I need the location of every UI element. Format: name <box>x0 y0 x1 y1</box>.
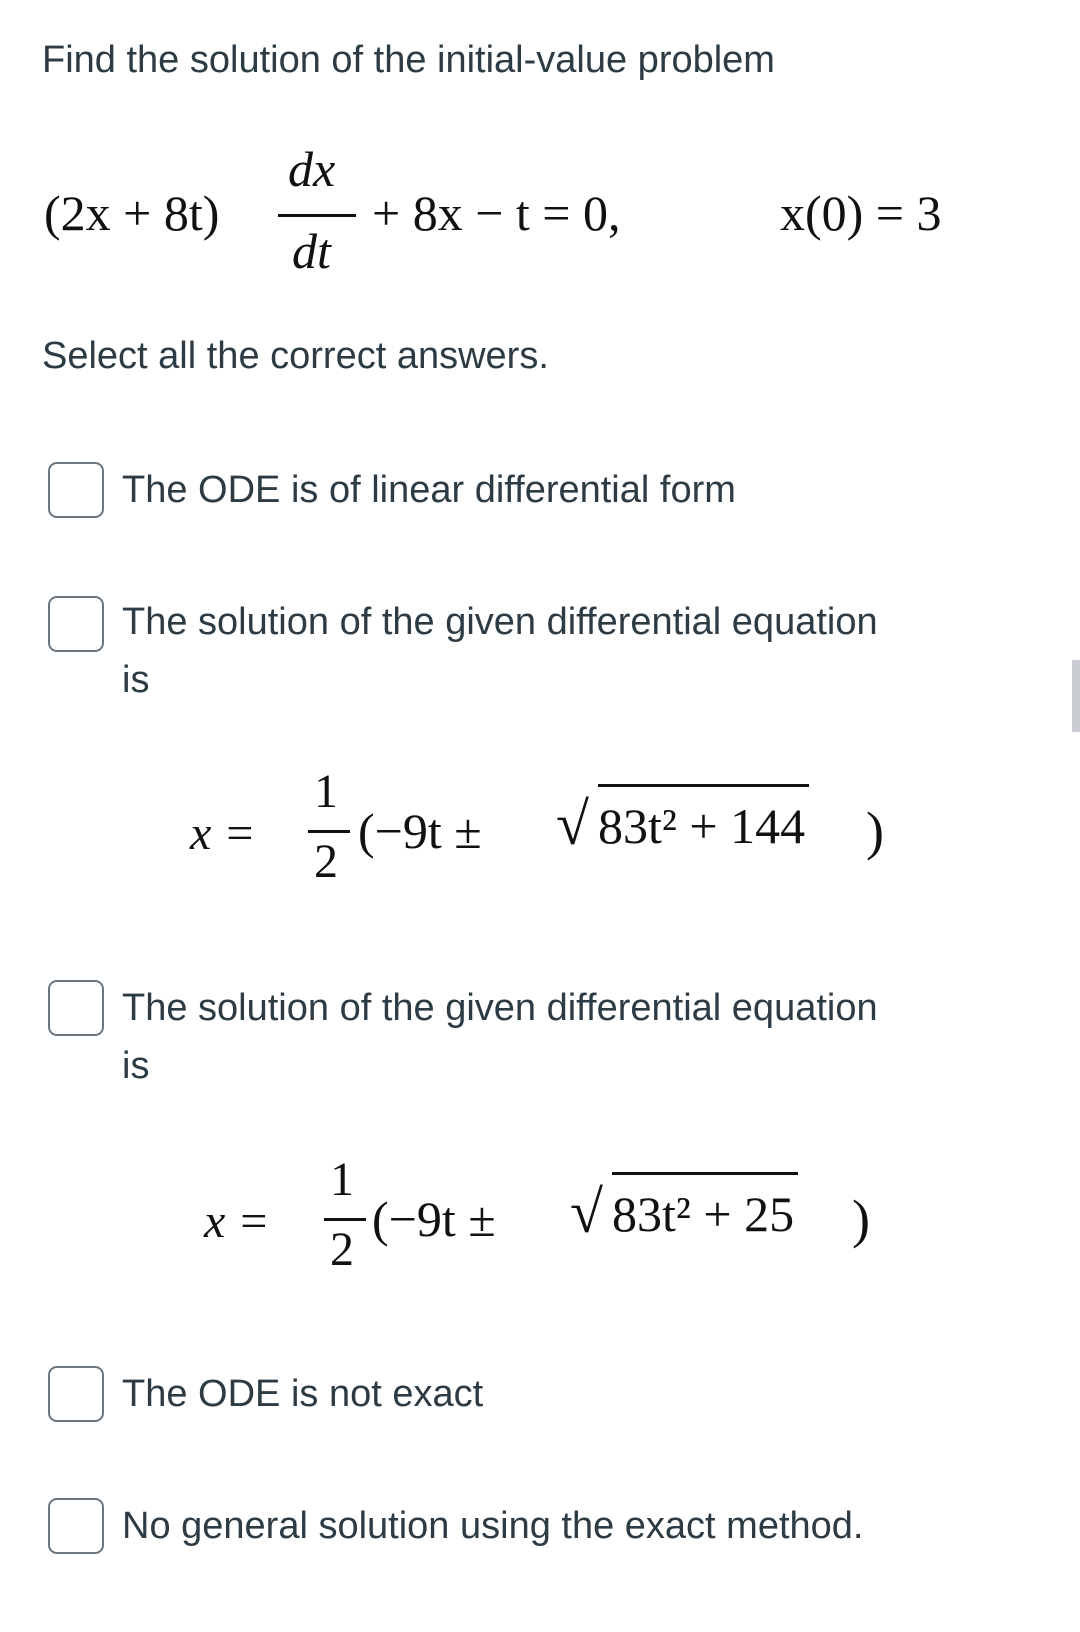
question-prompt: Find the solution of the initial-value problem <box>42 39 775 81</box>
formula-before-root: (−9t ± <box>358 803 482 859</box>
option-label-continuation[interactable]: is <box>122 1045 150 1087</box>
instruction-text: Select all the correct answers. <box>42 335 549 377</box>
formula-lhs-text: x = <box>190 807 256 860</box>
sqrt-sign: √ <box>556 791 589 857</box>
formula-before-root: (−9t ± <box>372 1191 496 1247</box>
equation-lhs-prefix: (2x + 8t) <box>44 185 220 241</box>
formula-fraction-numerator: 1 <box>330 1153 354 1206</box>
option-label[interactable]: The solution of the given differential equation <box>122 601 878 643</box>
formula-fraction-numerator: 1 <box>314 765 338 818</box>
derivative-numerator: dx <box>288 141 336 197</box>
equation-lhs-suffix: + 8x − t = 0, <box>372 185 621 241</box>
option-checkbox[interactable] <box>48 1366 104 1422</box>
option-checkbox[interactable] <box>48 462 104 518</box>
formula-lhs <box>190 806 256 861</box>
formula-lhs <box>204 1194 270 1249</box>
sqrt-sign: √ <box>570 1179 603 1245</box>
formula-lhs-text: x = <box>204 1195 270 1248</box>
option-label-continuation[interactable]: is <box>122 659 150 701</box>
formula-radicand: 83t² + 25 <box>612 1172 798 1243</box>
derivative-fraction-bar <box>278 214 356 217</box>
option-checkbox[interactable] <box>48 596 104 652</box>
scrollbar-thumb[interactable] <box>1072 660 1080 732</box>
formula-after-root: ) <box>852 1189 870 1249</box>
option-label[interactable]: The ODE is of linear differential form <box>122 469 736 511</box>
formula-fraction-bar <box>308 830 350 833</box>
option-label[interactable]: The ODE is not exact <box>122 1373 484 1415</box>
formula-fraction-denominator: 2 <box>314 835 338 888</box>
formula-after-root: ) <box>866 801 884 861</box>
formula-radicand: 83t² + 144 <box>598 784 809 855</box>
formula-fraction-denominator: 2 <box>330 1223 354 1276</box>
initial-condition: x(0) = 3 <box>780 185 942 241</box>
option-checkbox[interactable] <box>48 980 104 1036</box>
option-label[interactable]: The solution of the given differential equation <box>122 987 878 1029</box>
option-label[interactable]: No general solution using the exact method. <box>122 1505 864 1547</box>
option-checkbox[interactable] <box>48 1498 104 1554</box>
formula-fraction-bar <box>324 1218 366 1221</box>
derivative-denominator: dt <box>292 223 331 279</box>
